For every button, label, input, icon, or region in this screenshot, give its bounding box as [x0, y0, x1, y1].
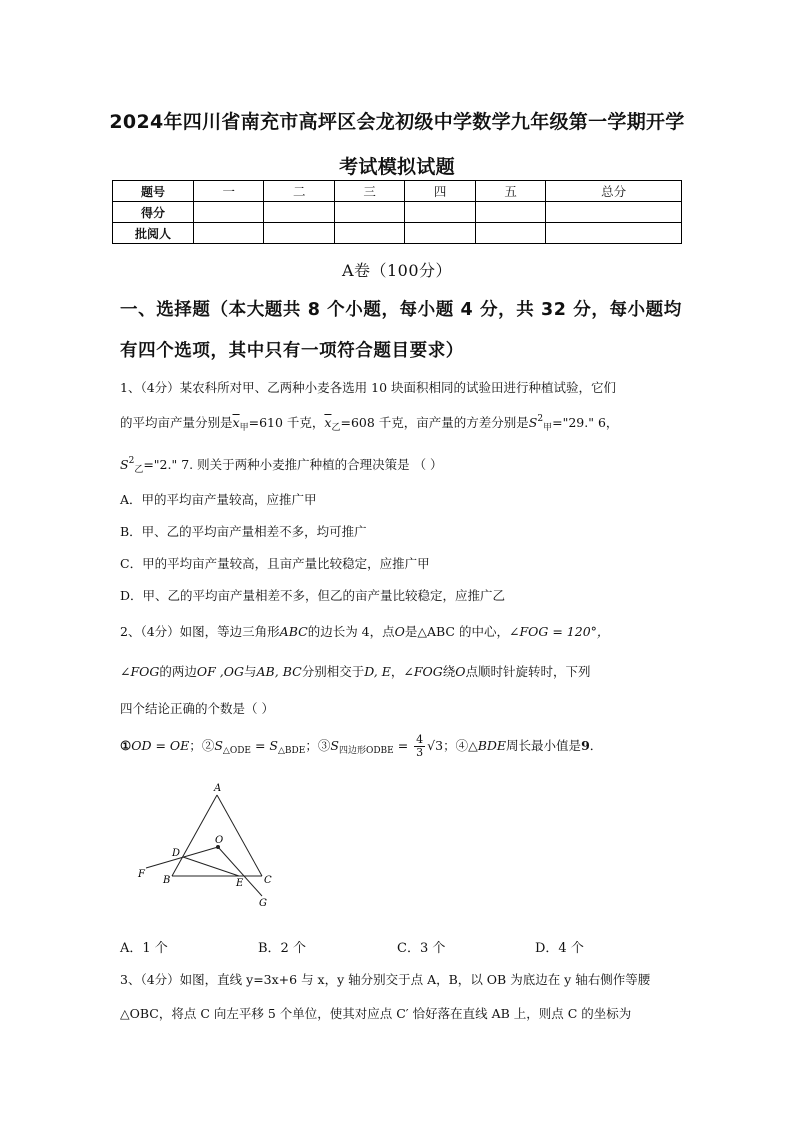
score-table-row [113, 202, 682, 223]
q3-line1 [120, 970, 650, 988]
table-cell [264, 223, 334, 244]
q2-text: 的两边 [159, 664, 197, 679]
q2-option-b: B．2 个 [258, 941, 306, 956]
subscript-jia: 甲 [239, 423, 249, 433]
triangle-abc: ABC [279, 624, 308, 639]
angle-fog: ∠FOG [403, 664, 443, 679]
subscript-bde: △BDE [278, 746, 306, 756]
q2-line1 [120, 622, 609, 640]
q2-text: 如图，等边三角形 [179, 624, 280, 639]
table-cell: 二 [264, 181, 334, 202]
q2-text: 周长最小值是 [506, 738, 582, 753]
circled-2: ② [201, 738, 215, 753]
q1-line2 [120, 413, 618, 433]
table-cell [546, 202, 682, 223]
label-f: F [138, 869, 145, 880]
table-cell [194, 202, 264, 223]
q2-option-c: C．3 个 [397, 941, 446, 956]
q1-option-c: C．甲的平均亩产量较高，且亩产量比较稳定，应推广甲 [120, 556, 430, 571]
table-cell: 一 [194, 181, 264, 202]
q1-option-a: A．甲的平均亩产量较高，应推广甲 [120, 492, 317, 507]
q1-option-d: D．甲、乙的平均亩产量相差不多，但乙的亩产量比较稳定，应推广乙 [120, 588, 506, 603]
section-heading-line1: 一、选择题（本大题共 8 个小题，每小题 4 分，共 32 分，每小题均 [120, 300, 682, 320]
score-table-header-row [113, 181, 682, 202]
sqrt-3: √3 [427, 738, 444, 753]
superscript-2: 2 [537, 414, 544, 424]
circled-4: ④ [455, 738, 469, 753]
numerator: 4 [416, 733, 424, 746]
q2-text: 绕 [442, 664, 456, 679]
section-heading-line2: 有四个选项，其中只有一项符合题目要求） [120, 341, 464, 361]
x-bar-yi: $\overline{x}$ [324, 415, 332, 430]
score-table [112, 180, 682, 244]
q1-line3 [120, 455, 443, 475]
table-cell: 题号 [113, 181, 194, 202]
table-cell [475, 223, 545, 244]
label-b: B [163, 875, 171, 886]
table-cell [546, 223, 682, 244]
q1-text: 的平均亩产量分别是 [120, 415, 233, 430]
label-a: A [214, 783, 222, 794]
q2-text: 是△ABC 的中心， [404, 624, 509, 639]
variance-symbol: S [528, 415, 538, 430]
area-symbol: S [269, 738, 278, 753]
period: ． [589, 738, 603, 753]
sides-of-og: OF ,OG [196, 664, 245, 679]
angle-fog-value: ∠FOG = 120°， [508, 624, 610, 639]
subscript-yi: 乙 [331, 423, 341, 433]
table-cell: 五 [475, 181, 545, 202]
table-cell [334, 202, 404, 223]
x-bar-jia: $\overline{x}$ [232, 415, 240, 430]
q1-text: =610 千克， [248, 415, 325, 430]
q3-line2: △OBC，将点 C 向左平移 5 个单位，使其对应点 C′ 恰好落在直线 AB 上，则点 C 的坐标为 [120, 1006, 632, 1021]
q1-text: =608 千克，亩产量的方差分别是 [340, 415, 529, 430]
triangle-bde: △BDE [468, 738, 507, 753]
q2-text: 点顺时针旋转时，下列 [465, 664, 591, 679]
q2-line2 [120, 662, 591, 680]
point-o: O [394, 624, 405, 639]
segment-de [183, 857, 239, 876]
table-cell: 总分 [546, 181, 682, 202]
label-e: E [236, 878, 244, 889]
score-table-row [113, 223, 682, 244]
table-cell [405, 223, 475, 244]
sides-ab-bc: AB, BC [256, 664, 302, 679]
table-cell [194, 223, 264, 244]
point-o: O [455, 664, 466, 679]
q2-option-d: D．4 个 [535, 941, 584, 956]
q1-text: ="2." 7. 则关于两种小麦推广种植的合理决策是 （ ） [143, 457, 443, 472]
q2-text: 与 [244, 664, 257, 679]
subscript-ode: △ODE [222, 746, 251, 756]
min-perimeter-value: 9 [581, 738, 590, 753]
subscript-jia: 甲 [543, 423, 553, 433]
denominator: 3 [416, 746, 424, 759]
q2-conclusions [120, 734, 602, 759]
q2-line3: 四个结论正确的个数是（ ） [120, 701, 274, 716]
q2-text: 分别相交于 [301, 664, 365, 679]
separator: ； [305, 738, 318, 753]
q2-text: 的边长为 4，点 [307, 624, 395, 639]
superscript-2: 2 [128, 456, 135, 466]
table-cell [334, 223, 404, 244]
area-symbol: S [214, 738, 223, 753]
circled-3: ③ [317, 738, 331, 753]
q1-number: 1、（4分） [120, 380, 180, 395]
separator: ； [189, 738, 202, 753]
subscript-quad: 四边形ODBE [338, 746, 394, 756]
q2-number: 2、（4分） [120, 624, 180, 639]
label-c: C [264, 875, 272, 886]
table-cell [264, 202, 334, 223]
variance-symbol: S [120, 457, 129, 472]
table-cell [405, 202, 475, 223]
volume-label: A卷（100分） [341, 261, 453, 280]
q2-text: ， [390, 664, 404, 679]
q1-option-b: B．甲、乙的平均亩产量相差不多，均可推广 [120, 524, 367, 539]
conclusion-1: OD = OE [131, 738, 190, 753]
equals: = [393, 738, 413, 753]
angle-fog: ∠FOG [120, 664, 160, 679]
table-cell: 批阅人 [113, 223, 194, 244]
fraction-4-3 [414, 734, 425, 759]
side-ac [217, 795, 262, 876]
separator: ； [443, 738, 456, 753]
subscript-yi: 乙 [134, 465, 144, 475]
q2-option-a: A．1 个 [120, 941, 168, 956]
points-d-e: D, E [364, 664, 391, 679]
q1-text: 某农科所对甲、乙两种小麦各选用 10 块面积相同的试验田进行种植试验，它们 [179, 380, 617, 395]
q1-line1 [120, 378, 616, 396]
table-cell: 得分 [113, 202, 194, 223]
area-symbol: S [330, 738, 339, 753]
geometry-figure [130, 780, 290, 910]
label-d: D [172, 848, 181, 859]
q3-number: 3、（4分） [120, 972, 180, 987]
q1-text: ="29." 6， [552, 415, 619, 430]
table-cell [475, 202, 545, 223]
circled-1: ① [120, 738, 132, 753]
side-ab [172, 795, 217, 876]
exam-title-line2: 考试模拟试题 [339, 156, 455, 178]
q3-text: 如图，直线 y=3x+6 与 x，y 轴分别交于点 A，B，以 OB 为底边在 y 轴右侧作等腰 [179, 972, 651, 987]
table-cell: 三 [334, 181, 404, 202]
label-g: G [259, 898, 267, 909]
table-cell: 四 [405, 181, 475, 202]
equals: = [251, 738, 270, 753]
label-o: O [215, 835, 224, 846]
exam-title-line1: 2024年四川省南充市高坪区会龙初级中学数学九年级第一学期开学 [109, 111, 685, 133]
